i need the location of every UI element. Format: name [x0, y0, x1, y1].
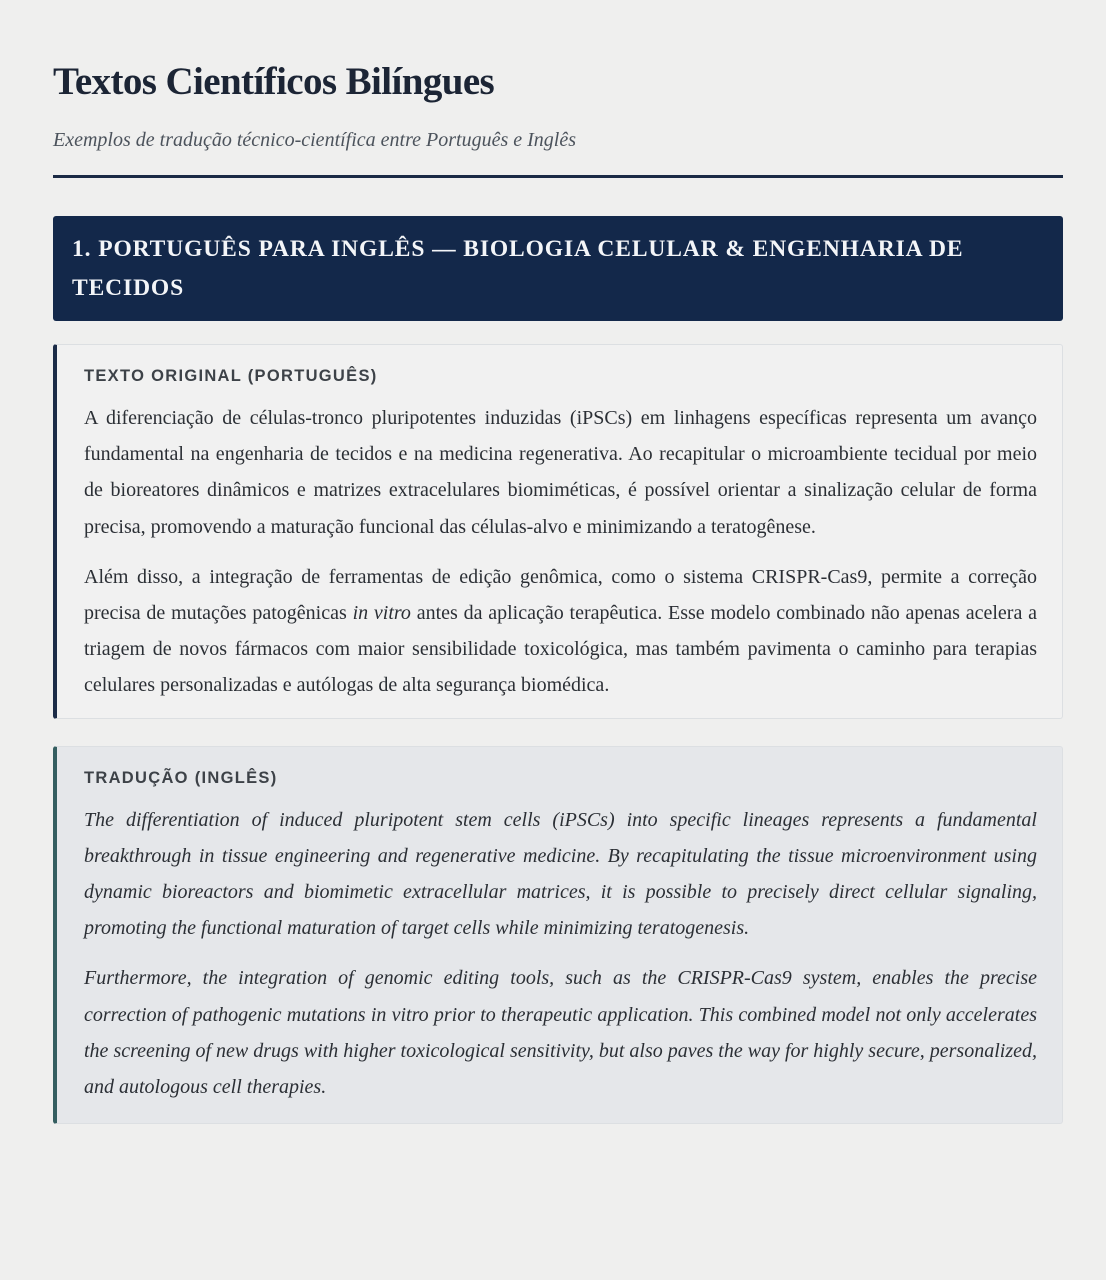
translation-label: TRADUÇÃO (INGLÊS): [84, 768, 278, 787]
translation-paragraph-2: Furthermore, the integration of genomic editing tools, such as the CRISPR-Cas9 system, enables the precise correction of pathogenic mutations in vitro prior to therapeutic application. This combined model not only accelerates the screening of new drugs with higher toxicological sensitivity, but also paves the way for highly secure, personalized, and autologous cell therapies.: [84, 967, 1037, 1099]
page-subtitle: Exemplos de tradução técnico-científica entre Português e Inglês: [53, 129, 576, 151]
page-title: Textos Científicos Bilíngues: [53, 60, 495, 103]
original-paragraph-2-end: antes da aplicação terapêutica. Esse modelo combinado não apenas acelera a triagem de novos fármacos com maior sensibilidade toxicológica, mas também pavimenta o caminho para terapias celulares personalizadas e autólogas de alta segurança biomédica.: [84, 602, 1037, 697]
section-banner: [53, 216, 1063, 321]
translation-paragraph-1: The differentiation of induced pluripotent stem cells (iPSCs) into specific lineages represents a fundamental breakthrough in tissue engineering and regenerative medicine. By recapitulating the tissue microenvironment using dynamic bioreactors and biomimetic extracellular matrices, it is possible to precisely direct cellular signaling, promoting the functional maturation of target cells while minimizing teratogenesis.: [84, 808, 1037, 940]
header-divider: [53, 175, 1063, 178]
page-header: [53, 0, 1063, 178]
translation-text-card: [53, 746, 1063, 1125]
original-text-label: TEXTO ORIGINAL (PORTUGUÊS): [84, 367, 378, 385]
original-paragraph-2-start: Além disso, a integração de ferramentas de edição genômica, como o sistema CRISPR-Cas9, permite a correção precisa de mutações patogênicas: [84, 565, 1037, 625]
in-vitro-emphasis: in vitro: [352, 602, 411, 625]
original-paragraph-1: A diferenciação de células-tronco pluripotentes induzidas (iPSCs) em linhagens específicas representa um avanço fundamental na engenharia de tecidos e na medicina regenerativa. Ao recapitular o microambiente tecidual por meio de bioreatores dinâmicos e matrizes extracelulares biomiméticas, é possível orientar a sinalização celular de forma precisa, promovendo a maturação funcional das células-alvo e minimizando a teratogênese.: [84, 407, 1037, 538]
section-title: 1. PORTUGUÊS PARA INGLÊS — BIOLOGIA CELULAR & ENGENHARIA DE TECIDOS: [72, 236, 964, 301]
original-paragraph-2: [84, 559, 1037, 704]
original-text-card: [53, 344, 1063, 719]
